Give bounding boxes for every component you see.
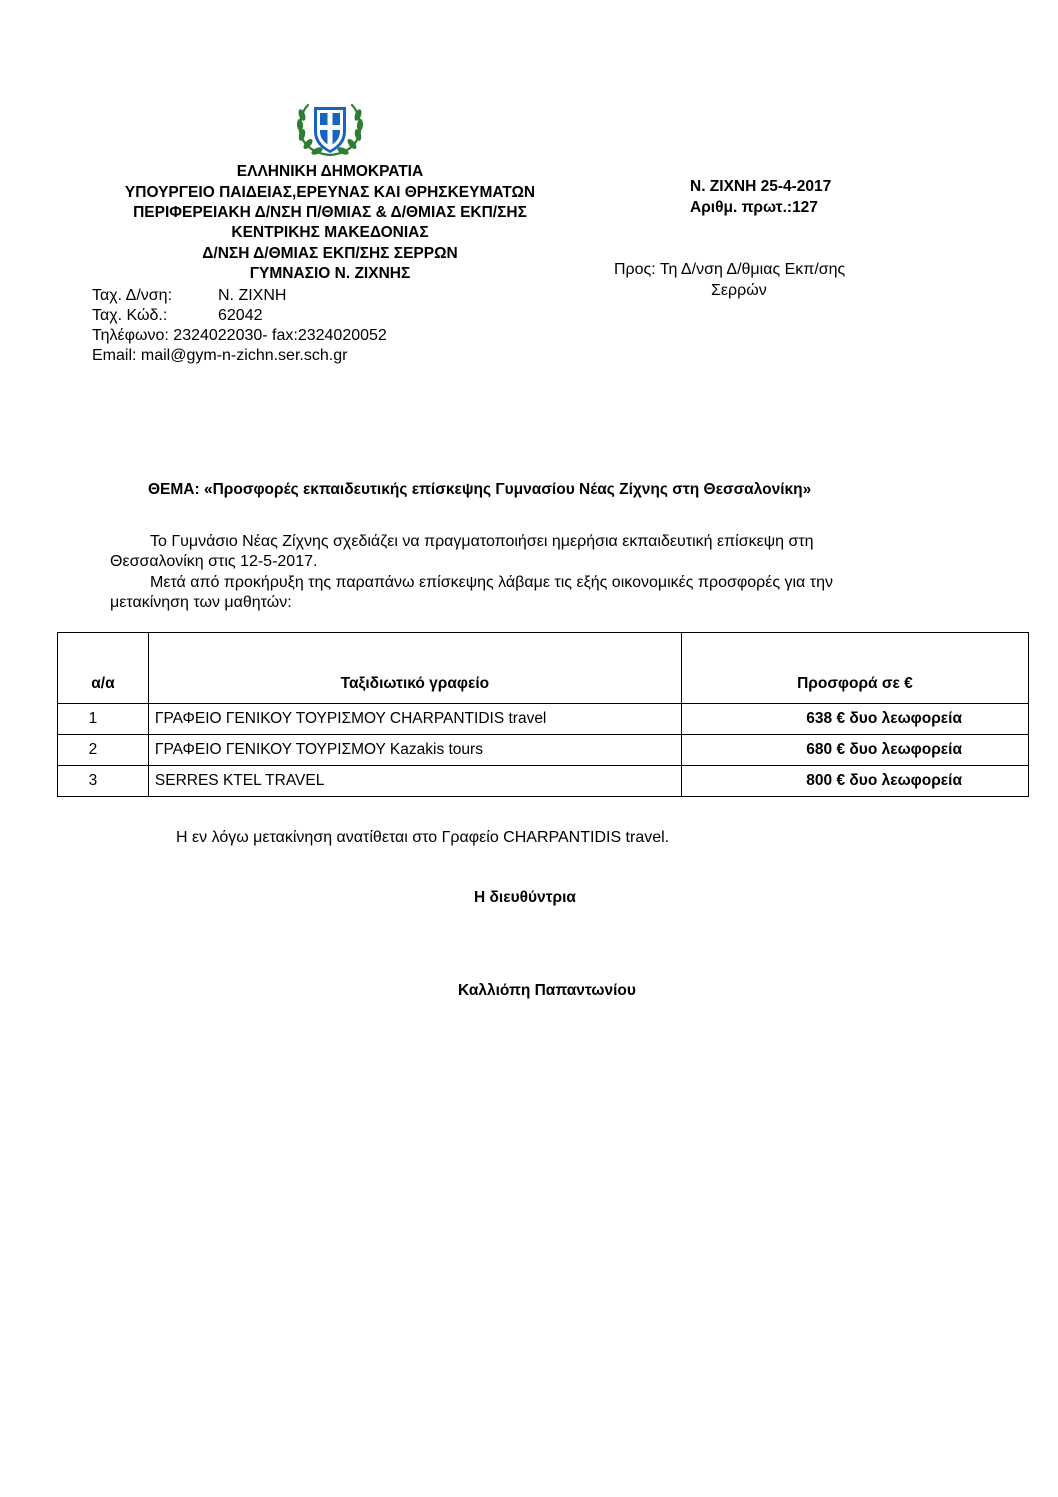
recipient-city: Σερρών: [711, 282, 767, 299]
row-serial: 3: [58, 766, 149, 797]
greek-emblem-icon: [294, 101, 366, 157]
body-paragraph-1-line-2: Θεσσαλονίκη στις 12-5-2017.: [110, 553, 318, 570]
recipient-line: Προς: Τη Δ/νση Δ/θμιας Εκπ/σης: [614, 261, 846, 278]
header-serial: α/α: [58, 633, 149, 704]
header-offer: Προσφορά σε €: [681, 633, 1028, 704]
address-value: Ν. ΖΙΧΝΗ: [218, 287, 287, 304]
header-line-regional: ΠΕΡΙΦΕΡΕΙΑΚΗ Δ/ΝΣΗ Π/ΘΜΙΑΣ & Δ/ΘΜΙΑΣ ΕΚΠ/ΣΗΣ: [133, 204, 527, 221]
row-serial: 2: [58, 735, 149, 766]
table-row: [58, 704, 1029, 735]
header-line-school: ΓΥΜΝΑΣΙΟ Ν. ΖΙΧΝΗΣ: [249, 265, 411, 282]
row-offer: 680 € δυο λεωφορεία: [681, 735, 1028, 766]
row-serial: 1: [58, 704, 149, 735]
table-header-row: [58, 633, 1029, 704]
header-line-ministry: ΥΠΟΥΡΓΕΙΟ ΠΑΙΔΕΙΑΣ,ΕΡΕΥΝΑΣ ΚΑΙ ΘΡΗΣΚΕΥΜΑΤΩΝ: [124, 184, 536, 201]
place-date: Ν. ΖΙΧΝΗ 25-4-2017: [690, 178, 832, 195]
signature-role: Η διευθύντρια: [474, 889, 576, 906]
header-agency: Ταξιδιωτικό γραφείο: [148, 633, 681, 704]
protocol-number: Αριθμ. πρωτ.:127: [690, 199, 818, 216]
row-agency: SERRES KTEL TRAVEL: [148, 766, 681, 797]
address-label: Ταχ. Δ/νση:: [92, 287, 173, 304]
row-offer: 800 € δυο λεωφορεία: [681, 766, 1028, 797]
signature-name: Καλλιόπη Παπαντωνίου: [458, 982, 636, 999]
row-agency: ΓΡΑΦΕΙΟ ΓΕΝΙΚΟΥ ΤΟΥΡΙΣΜΟΥ CHARPANTIDIS travel: [148, 704, 681, 735]
table-row: [58, 735, 1029, 766]
postcode-value: 62042: [218, 307, 263, 324]
subject-line: ΘΕΜΑ: «Προσφορές εκπαιδευτικής επίσκεψης Γυμνασίου Νέας Ζίχνης στη Θεσσαλονίκη»: [148, 481, 812, 498]
postcode-label: Ταχ. Κώδ.:: [92, 307, 168, 324]
body-paragraph-2-line-1: Μετά από προκήρυξη της παραπάνω επίσκεψης λάβαμε τις εξής οικονομικές προσφορές για την: [150, 574, 833, 591]
decision-text: Η εν λόγω μετακίνηση ανατίθεται στο Γραφείο CHARPANTIDIS travel.: [176, 829, 670, 846]
phone-fax: Τηλέφωνο: 2324022030- fax:2324020052: [92, 327, 387, 344]
row-agency: ΓΡΑΦΕΙΟ ΓΕΝΙΚΟΥ ΤΟΥΡΙΣΜΟΥ Kazakis tours: [148, 735, 681, 766]
header-line-macedonia: ΚΕΝΤΡΙΚΗΣ ΜΑΚΕΔΟΝΙΑΣ: [231, 224, 429, 241]
email-address: Email: mail@gym-n-zichn.ser.sch.gr: [92, 347, 348, 364]
row-offer: 638 € δυο λεωφορεία: [681, 704, 1028, 735]
offers-table: [57, 632, 1029, 797]
header-line-republic: ΕΛΛΗΝΙΚΗ ΔΗΜΟΚΡΑΤΙΑ: [236, 163, 424, 180]
body-paragraph-2-line-2: μετακίνηση των μαθητών:: [110, 594, 292, 611]
table-row: [58, 766, 1029, 797]
body-paragraph-1-line-1: Το Γυμνάσιο Νέας Ζίχνης σχεδιάζει να πραγματοποιήσει ημερήσια εκπαιδευτική επίσκεψη στη: [150, 533, 814, 550]
header-line-directorate: Δ/ΝΣΗ Δ/ΘΜΙΑΣ ΕΚΠ/ΣΗΣ ΣΕΡΡΩΝ: [202, 245, 458, 262]
